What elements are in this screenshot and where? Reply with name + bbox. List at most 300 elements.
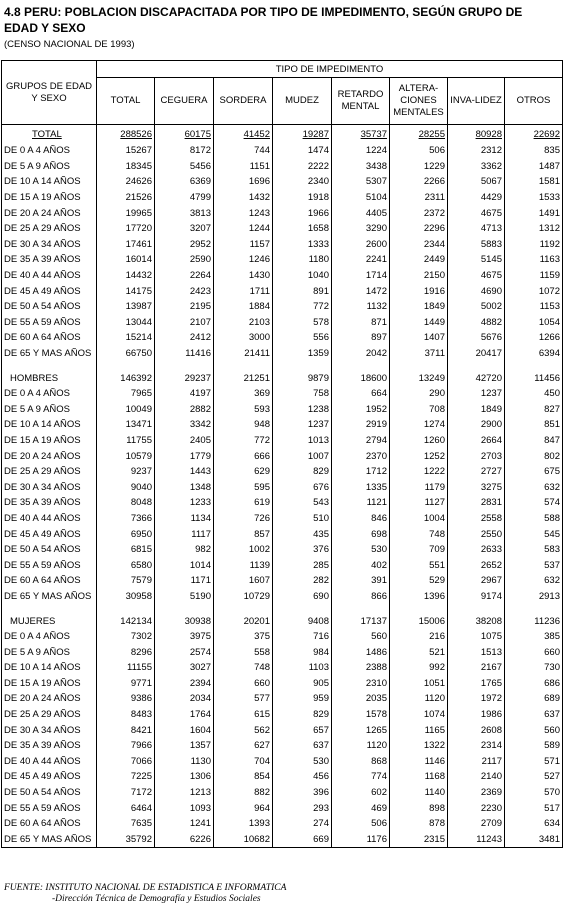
cell-6: 1322	[390, 738, 448, 754]
cell-7: 2664	[448, 433, 505, 449]
cell-1: 18345	[97, 159, 155, 175]
cell-4: 690	[273, 589, 332, 605]
cell-3: 1430	[214, 268, 273, 284]
cell-2: 8172	[155, 143, 214, 159]
cell-7: 4882	[448, 315, 505, 331]
cell-4: 676	[273, 479, 332, 495]
cell-8	[505, 604, 563, 613]
row-label: DE 60 A 64 AÑOS	[2, 573, 97, 589]
cell-5: 1176	[332, 832, 390, 848]
cell-2: 1093	[155, 800, 214, 816]
cell-3: 772	[214, 433, 273, 449]
cell-6: 1916	[390, 283, 448, 299]
men-age-row	[2, 433, 563, 449]
cell-1: 19965	[97, 205, 155, 221]
cell-2: 3027	[155, 660, 214, 676]
header-col-total: TOTAL	[97, 78, 155, 125]
cell-1: 13471	[97, 417, 155, 433]
row-label: DE 15 A 19 AÑOS	[2, 676, 97, 692]
cell-2: 3207	[155, 221, 214, 237]
cell-3: 1393	[214, 816, 273, 832]
cell-7: 2230	[448, 800, 505, 816]
cell-7: 2167	[448, 660, 505, 676]
cell-8: 571	[505, 754, 563, 770]
spacer-row	[2, 361, 563, 370]
cell-6: 551	[390, 557, 448, 573]
cell-1: 6464	[97, 800, 155, 816]
cell-2: 1134	[155, 511, 214, 527]
cell-5: 506	[332, 816, 390, 832]
cell-3: 1139	[214, 557, 273, 573]
cell-2: 1171	[155, 573, 214, 589]
cell-3: 704	[214, 754, 273, 770]
cell-6: 708	[390, 402, 448, 418]
cell-4: 1103	[273, 660, 332, 676]
cell-6: 748	[390, 526, 448, 542]
row-label: DE 65 Y MAS AÑOS	[2, 346, 97, 362]
cell-5: 1224	[332, 143, 390, 159]
cell-8: 2913	[505, 589, 563, 605]
cell-5: 5104	[332, 190, 390, 206]
cell-3: 1243	[214, 205, 273, 221]
cell-3: 1002	[214, 542, 273, 558]
cell-3: 882	[214, 785, 273, 801]
cell-2: 6369	[155, 174, 214, 190]
cell-8: 675	[505, 464, 563, 480]
cell-8: 545	[505, 526, 563, 542]
cell-6: 521	[390, 644, 448, 660]
cell-1: 9771	[97, 676, 155, 692]
cell-4: 435	[273, 526, 332, 542]
row-label: DE 5 A 9 AÑOS	[2, 159, 97, 175]
cell-1: 8296	[97, 644, 155, 660]
cell-5: 5307	[332, 174, 390, 190]
cell-8: 570	[505, 785, 563, 801]
row-label: DE 60 A 64 AÑOS	[2, 816, 97, 832]
cell-2: 1233	[155, 495, 214, 511]
cell-5: 560	[332, 629, 390, 645]
age-row	[2, 268, 563, 284]
cell-value: 28255	[418, 128, 445, 140]
cell-2: 4799	[155, 190, 214, 206]
cell-5: 17137	[332, 613, 390, 629]
row-label: DE 0 A 4 AÑOS	[2, 386, 97, 402]
cell-value: 60175	[184, 128, 211, 140]
row-label: DE 5 A 9 AÑOS	[2, 644, 97, 660]
cell-8: 1491	[505, 205, 563, 221]
cell-8: 1312	[505, 221, 563, 237]
cell-8: 689	[505, 691, 563, 707]
table-body	[2, 125, 563, 848]
cell-3: 627	[214, 738, 273, 754]
cell-4: 959	[273, 691, 332, 707]
age-row	[2, 237, 563, 253]
cell-1: 9040	[97, 479, 155, 495]
cell-2: 2394	[155, 676, 214, 692]
cell-3: 375	[214, 629, 273, 645]
cell-5	[332, 361, 390, 370]
cell-6: 1222	[390, 464, 448, 480]
header-col-ceguera: CEGUERA	[155, 78, 214, 125]
cell-5: 2310	[332, 676, 390, 692]
cell-8: 827	[505, 402, 563, 418]
cell-3: 615	[214, 707, 273, 723]
cell-7: 5067	[448, 174, 505, 190]
cell-6: 992	[390, 660, 448, 676]
cell-2: 2574	[155, 644, 214, 660]
cell-6: 529	[390, 573, 448, 589]
cell-7: 2117	[448, 754, 505, 770]
cell-4: 637	[273, 738, 332, 754]
cell-4: 758	[273, 386, 332, 402]
cell-5: 698	[332, 526, 390, 542]
age-row	[2, 346, 563, 362]
cell-6: 216	[390, 629, 448, 645]
cell-7	[448, 361, 505, 370]
cell-1: 35792	[97, 832, 155, 848]
cell-6: 2150	[390, 268, 448, 284]
row-label: DE 25 A 29 AÑOS	[2, 464, 97, 480]
cell-4: 829	[273, 707, 332, 723]
cell-7: 11243	[448, 832, 505, 848]
cell-5: 774	[332, 769, 390, 785]
cell-7: 2550	[448, 526, 505, 542]
header-col-mudez: MUDEZ	[273, 78, 332, 125]
cell-2: 1014	[155, 557, 214, 573]
cell-2	[155, 125, 214, 144]
men-age-row	[2, 479, 563, 495]
cell-5: 1578	[332, 707, 390, 723]
cell-3: 1246	[214, 252, 273, 268]
cell-7: 2967	[448, 573, 505, 589]
women-age-row	[2, 800, 563, 816]
cell-4: 530	[273, 754, 332, 770]
cell-6: 878	[390, 816, 448, 832]
cell-5: 1486	[332, 644, 390, 660]
cell-5: 2919	[332, 417, 390, 433]
cell-3: 1711	[214, 283, 273, 299]
cell-8: 1533	[505, 190, 563, 206]
cell-1: 17720	[97, 221, 155, 237]
cell-4: 456	[273, 769, 332, 785]
cell-4	[273, 361, 332, 370]
cell-3: 660	[214, 676, 273, 692]
cell-2: 4197	[155, 386, 214, 402]
header-group-column: GRUPOS DE EDAD Y SEXO	[2, 61, 97, 125]
cell-7: 20417	[448, 346, 505, 362]
cell-5: 1335	[332, 479, 390, 495]
cell-6: 898	[390, 800, 448, 816]
cell-6: 1849	[390, 299, 448, 315]
cell-4: 669	[273, 832, 332, 848]
row-label: MUJERES	[2, 613, 97, 629]
cell-5: 1472	[332, 283, 390, 299]
cell-4: 9408	[273, 613, 332, 629]
women-age-row	[2, 754, 563, 770]
cell-2: 1779	[155, 448, 214, 464]
cell-8: 385	[505, 629, 563, 645]
age-row	[2, 143, 563, 159]
cell-value: 80928	[475, 128, 502, 140]
cell-8: 802	[505, 448, 563, 464]
cell-8: 686	[505, 676, 563, 692]
header-col-otros: OTROS	[505, 78, 563, 125]
cell-6: 1260	[390, 433, 448, 449]
men-age-row	[2, 511, 563, 527]
cell-3: 10682	[214, 832, 273, 848]
cell-7: 9174	[448, 589, 505, 605]
cell-3: 619	[214, 495, 273, 511]
cell-4: 984	[273, 644, 332, 660]
header-col-sordera: SORDERA	[214, 78, 273, 125]
women-age-row	[2, 785, 563, 801]
cell-2: 1764	[155, 707, 214, 723]
cell-7: 5883	[448, 237, 505, 253]
cell-8: 1163	[505, 252, 563, 268]
cell-6: 1127	[390, 495, 448, 511]
cell-4: 376	[273, 542, 332, 558]
row-label: DE 55 A 59 AÑOS	[2, 315, 97, 331]
cell-2: 5190	[155, 589, 214, 605]
cell-3: 20201	[214, 613, 273, 629]
age-row	[2, 330, 563, 346]
cell-7: 2900	[448, 417, 505, 433]
cell-1	[97, 125, 155, 144]
cell-8: 660	[505, 644, 563, 660]
cell-7: 38208	[448, 613, 505, 629]
cell-5	[332, 604, 390, 613]
cell-6: 2344	[390, 237, 448, 253]
cell-2: 3342	[155, 417, 214, 433]
cell-7: 1986	[448, 707, 505, 723]
cell-2: 1348	[155, 479, 214, 495]
cell-5: 2241	[332, 252, 390, 268]
cell-8: 527	[505, 769, 563, 785]
cell-4: 578	[273, 315, 332, 331]
cell-2: 2405	[155, 433, 214, 449]
cell-8: 634	[505, 816, 563, 832]
cell-2: 1117	[155, 526, 214, 542]
row-label: DE 60 A 64 AÑOS	[2, 330, 97, 346]
men-age-row	[2, 402, 563, 418]
row-label: DE 25 A 29 AÑOS	[2, 221, 97, 237]
row-label: HOMBRES	[2, 370, 97, 386]
cell-3: 726	[214, 511, 273, 527]
cell-1: 7965	[97, 386, 155, 402]
cell-4: 1238	[273, 402, 332, 418]
cell-6: 1229	[390, 159, 448, 175]
cell-8: 1153	[505, 299, 563, 315]
cell-8: 847	[505, 433, 563, 449]
cell-5: 530	[332, 542, 390, 558]
cell-5: 4405	[332, 205, 390, 221]
row-label	[2, 361, 97, 370]
cell-5: 2388	[332, 660, 390, 676]
cell-4: 829	[273, 464, 332, 480]
cell-4: 396	[273, 785, 332, 801]
cell-7: 1849	[448, 402, 505, 418]
cell-7: 2703	[448, 448, 505, 464]
cell-1: 8048	[97, 495, 155, 511]
men-age-row	[2, 386, 563, 402]
women-age-row	[2, 676, 563, 692]
spacer-row	[2, 604, 563, 613]
cell-7: 5676	[448, 330, 505, 346]
cell-3: 964	[214, 800, 273, 816]
row-label: DE 35 A 39 AÑOS	[2, 738, 97, 754]
cell-1: 13987	[97, 299, 155, 315]
women-age-row	[2, 691, 563, 707]
cell-8: 560	[505, 722, 563, 738]
cell-7: 2312	[448, 143, 505, 159]
cell-1: 7966	[97, 738, 155, 754]
cell-1: 6950	[97, 526, 155, 542]
cell-4	[273, 604, 332, 613]
row-label: DE 40 A 44 AÑOS	[2, 754, 97, 770]
women-age-row	[2, 629, 563, 645]
cell-3: 857	[214, 526, 273, 542]
cell-1: 30958	[97, 589, 155, 605]
cell-7: 4675	[448, 268, 505, 284]
cell-3: 21251	[214, 370, 273, 386]
cell-8: 589	[505, 738, 563, 754]
cell-5: 1952	[332, 402, 390, 418]
cell-8: 1581	[505, 174, 563, 190]
cell-8: 1159	[505, 268, 563, 284]
cell-2: 1604	[155, 722, 214, 738]
cell-3: 744	[214, 143, 273, 159]
age-row	[2, 190, 563, 206]
cell-6: 1449	[390, 315, 448, 331]
cell-8: 1266	[505, 330, 563, 346]
cell-6: 1407	[390, 330, 448, 346]
cell-1: 16014	[97, 252, 155, 268]
cell-2: 30938	[155, 613, 214, 629]
cell-1: 10579	[97, 448, 155, 464]
cell-5: 18600	[332, 370, 390, 386]
men-age-row	[2, 589, 563, 605]
cell-6: 2266	[390, 174, 448, 190]
cell-value: 19287	[302, 128, 329, 140]
women-age-row	[2, 832, 563, 848]
cell-8: 6394	[505, 346, 563, 362]
row-label: DE 20 A 24 AÑOS	[2, 448, 97, 464]
cell-1: 15267	[97, 143, 155, 159]
cell-4	[273, 125, 332, 144]
cell-6: 2296	[390, 221, 448, 237]
cell-3: 369	[214, 386, 273, 402]
cell-5: 2370	[332, 448, 390, 464]
cell-4: 1013	[273, 433, 332, 449]
cell-4: 510	[273, 511, 332, 527]
row-label-text: TOTAL	[32, 128, 62, 140]
row-label: DE 15 A 19 AÑOS	[2, 190, 97, 206]
cell-3: 1696	[214, 174, 273, 190]
cell-7: 2314	[448, 738, 505, 754]
cell-8: 730	[505, 660, 563, 676]
age-row	[2, 159, 563, 175]
cell-6: 1252	[390, 448, 448, 464]
row-label: DE 55 A 59 AÑOS	[2, 800, 97, 816]
cell-1: 142134	[97, 613, 155, 629]
cell-3: 1244	[214, 221, 273, 237]
cell-8	[505, 361, 563, 370]
cell-3: 562	[214, 722, 273, 738]
row-label: DE 15 A 19 AÑOS	[2, 433, 97, 449]
cell-6: 2311	[390, 190, 448, 206]
cell-1: 8421	[97, 722, 155, 738]
row-label: DE 0 A 4 AÑOS	[2, 143, 97, 159]
cell-7: 1972	[448, 691, 505, 707]
cell-8: 583	[505, 542, 563, 558]
cell-7: 1513	[448, 644, 505, 660]
cell-5: 664	[332, 386, 390, 402]
cell-5: 868	[332, 754, 390, 770]
cell-2: 3975	[155, 629, 214, 645]
cell-1: 8483	[97, 707, 155, 723]
cell-2: 2412	[155, 330, 214, 346]
men-age-row	[2, 495, 563, 511]
cell-1	[97, 604, 155, 613]
cell-2: 2882	[155, 402, 214, 418]
cell-3: 629	[214, 464, 273, 480]
cell-5: 1132	[332, 299, 390, 315]
men-age-row	[2, 526, 563, 542]
cell-7: 3275	[448, 479, 505, 495]
men-age-row	[2, 542, 563, 558]
cell-5: 391	[332, 573, 390, 589]
row-label: DE 10 A 14 AÑOS	[2, 417, 97, 433]
women-age-row	[2, 769, 563, 785]
row-label: DE 20 A 24 AÑOS	[2, 691, 97, 707]
cell-3: 948	[214, 417, 273, 433]
cell-7	[448, 604, 505, 613]
cell-8: 11456	[505, 370, 563, 386]
cell-value: 288526	[120, 128, 152, 140]
cell-1: 11755	[97, 433, 155, 449]
women-age-row	[2, 816, 563, 832]
cell-2: 1213	[155, 785, 214, 801]
cell-8: 1054	[505, 315, 563, 331]
cell-1: 14175	[97, 283, 155, 299]
cell-3: 1607	[214, 573, 273, 589]
row-label: DE 30 A 34 AÑOS	[2, 722, 97, 738]
cell-7: 2652	[448, 557, 505, 573]
cell-1: 6815	[97, 542, 155, 558]
cell-5: 602	[332, 785, 390, 801]
cell-5: 897	[332, 330, 390, 346]
row-label: DE 10 A 14 AÑOS	[2, 174, 97, 190]
cell-8: 851	[505, 417, 563, 433]
row-label: DE 0 A 4 AÑOS	[2, 629, 97, 645]
cell-8: 1487	[505, 159, 563, 175]
age-row	[2, 221, 563, 237]
age-row	[2, 299, 563, 315]
cell-7: 2608	[448, 722, 505, 738]
cell-4: 1918	[273, 190, 332, 206]
cell-6: 2315	[390, 832, 448, 848]
cell-2: 2195	[155, 299, 214, 315]
women-summary-row	[2, 613, 563, 629]
cell-1: 11155	[97, 660, 155, 676]
cell-4: 1333	[273, 237, 332, 253]
cell-6: 290	[390, 386, 448, 402]
cell-3: 854	[214, 769, 273, 785]
cell-4: 9879	[273, 370, 332, 386]
cell-8: 1072	[505, 283, 563, 299]
age-row	[2, 283, 563, 299]
cell-4: 657	[273, 722, 332, 738]
